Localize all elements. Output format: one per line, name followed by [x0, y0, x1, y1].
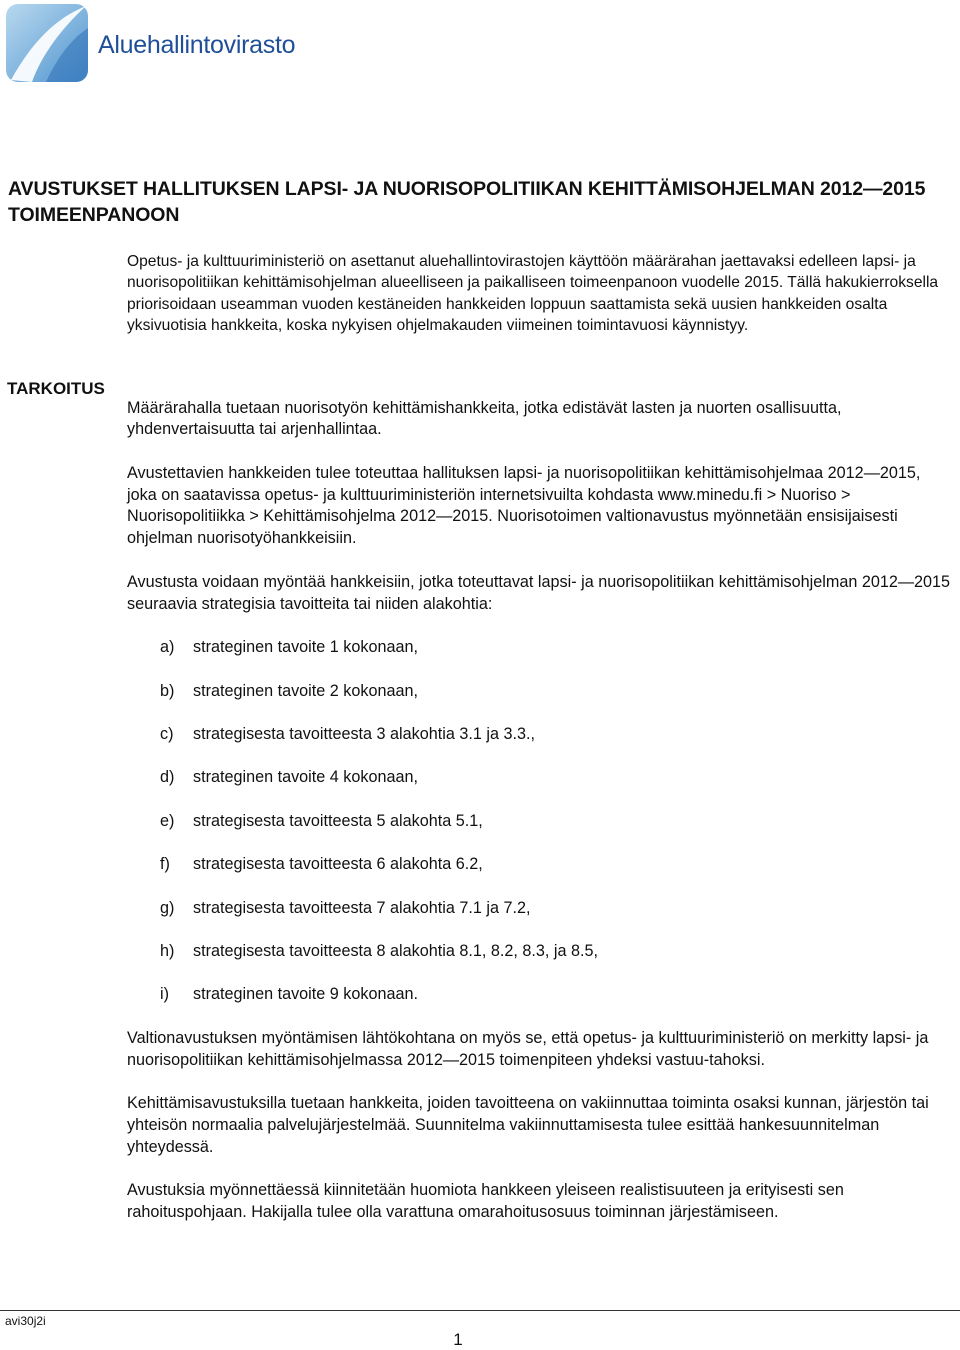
footer-divider — [0, 1310, 960, 1311]
list-item-text: strategisesta tavoitteesta 7 alakohtia 7.1 ja 7.2, — [193, 898, 531, 917]
logo-text: Aluehallintovirasto — [98, 31, 296, 59]
list-item — [160, 898, 953, 920]
paragraph-ministry-responsibility: Valtionavustuksen myöntämisen lähtökohtana on myös se, että opetus- ja kulttuuriministeriö on merkitty lapsi- ja nuorisopolitiikan kehittämisohjelmassa 2012—2015 toimenpiteen yhdeksi vastuu-tahoksi. — [127, 1028, 929, 1069]
paragraph-development-grants: Kehittämisavustuksilla tuetaan hankkeita, joiden tavoitteena on vakiinnuttaa toiminta osaksi kunnan, järjestön tai yhteisön normaalia palvelujärjestelmää. Suunnitelma vakiinnuttamisesta tulee esittää hankesuunnitelman yhteydessä. — [127, 1094, 929, 1156]
paragraph-program-requirement: Avustettavien hankkeiden tulee toteuttaa hallituksen lapsi- ja nuorisopolitiikan kehittämisohjelmaa 2012—2015, joka on saatavissa opetus- ja kulttuuriministeriön internetsivuilta kohdasta www.minedu.fi > Nuoriso > Nuorisopolitiikka > Kehittämisohjelma 2012—2015. Nuorisotoimen valtionavustus myönnetään ensisijaisesti ohjelman nuorisotyöhankkeisiin. — [127, 464, 921, 548]
list-item-text: strateginen tavoite 9 kokonaan. — [193, 985, 418, 1004]
list-item — [160, 637, 953, 659]
list-marker: b) — [160, 681, 175, 700]
logo-mark-icon — [6, 4, 90, 84]
document-body — [127, 251, 953, 1246]
list-marker: i) — [160, 985, 169, 1004]
list-marker: c) — [160, 725, 174, 743]
paragraph-strategic-goals: Avustusta voidaan myöntää hankkeisiin, jotka toteuttavat lapsi- ja nuorisopolitiikan kehittämisohjelman 2012—2015 seuraavia strategisia tavoitteita tai niiden alakohtia: — [127, 572, 951, 613]
list-item — [160, 681, 953, 703]
list-item — [160, 811, 953, 833]
list-marker: e) — [160, 811, 175, 830]
section-label: TARKOITUS — [7, 379, 105, 398]
list-marker: h) — [160, 941, 175, 960]
paragraph-financing: Avustuksia myönnettäessä kiinnitetään huomiota hankkeen yleiseen realistisuuteen ja erityisesti sen rahoituspohjaan. Hakijalla tulee olla varattuna omarahoitusosuus toiminnan järjestämiseen. — [127, 1181, 844, 1222]
strategic-goals-list — [127, 637, 953, 1006]
logo — [6, 4, 306, 84]
list-item-text: strategisesta tavoitteesta 8 alakohtia 8.1, 8.2, 8.3, ja 8.5, — [193, 941, 598, 960]
intro-paragraph: Opetus- ja kulttuuriministeriö on asettanut aluehallintovirastojen käyttöön määrärahan jaettavaksi edelleen lapsi- ja nuorisopolitiikan kehittämisohjelman alueelliseen ja paikalliseen toimeenpanoon vuodelle 2015. Tällä hakukierroksella priorisoidaan useamman vuoden kestäneiden hankkeiden loppuun saattamista sekä uusien hankkeiden osalta yksivuotisia hankkeita, koska nykyisen ohjelmakauden viimeinen toimintavuosi käynnistyy. — [127, 253, 939, 335]
list-item — [160, 984, 953, 1006]
footer-code: avi30j2i — [5, 1314, 46, 1328]
page-number: 1 — [453, 1330, 463, 1349]
list-item — [160, 854, 953, 876]
list-item-text: strateginen tavoite 1 kokonaan, — [193, 638, 418, 657]
page-title: AVUSTUKSET HALLITUKSEN LAPSI- JA NUORISOPOLITIIKAN KEHITTÄMISOHJELMAN 2012—2015 TOIMEENPANOON — [8, 178, 926, 226]
list-marker: g) — [160, 898, 175, 917]
paragraph-funding-purpose: Määrärahalla tuetaan nuorisotyön kehittämishankkeita, jotka edistävät lasten ja nuorten osallisuutta, yhdenvertaisuutta tai arjenhallintaa. — [127, 398, 842, 439]
list-item — [160, 767, 953, 789]
list-item-text: strateginen tavoite 4 kokonaan, — [193, 768, 418, 787]
list-marker: f) — [160, 855, 170, 874]
list-marker: a) — [160, 638, 175, 657]
list-item — [160, 941, 953, 963]
list-item-text: strategisesta tavoitteesta 5 alakohta 5.1, — [193, 811, 483, 830]
list-item-text: strategisesta tavoitteesta 3 alakohtia 3.1 ja 3.3., — [193, 725, 535, 743]
list-marker: d) — [160, 768, 175, 787]
list-item-text: strategisesta tavoitteesta 6 alakohta 6.2, — [193, 855, 483, 874]
list-item — [160, 724, 953, 746]
list-item-text: strateginen tavoite 2 kokonaan, — [193, 681, 418, 700]
